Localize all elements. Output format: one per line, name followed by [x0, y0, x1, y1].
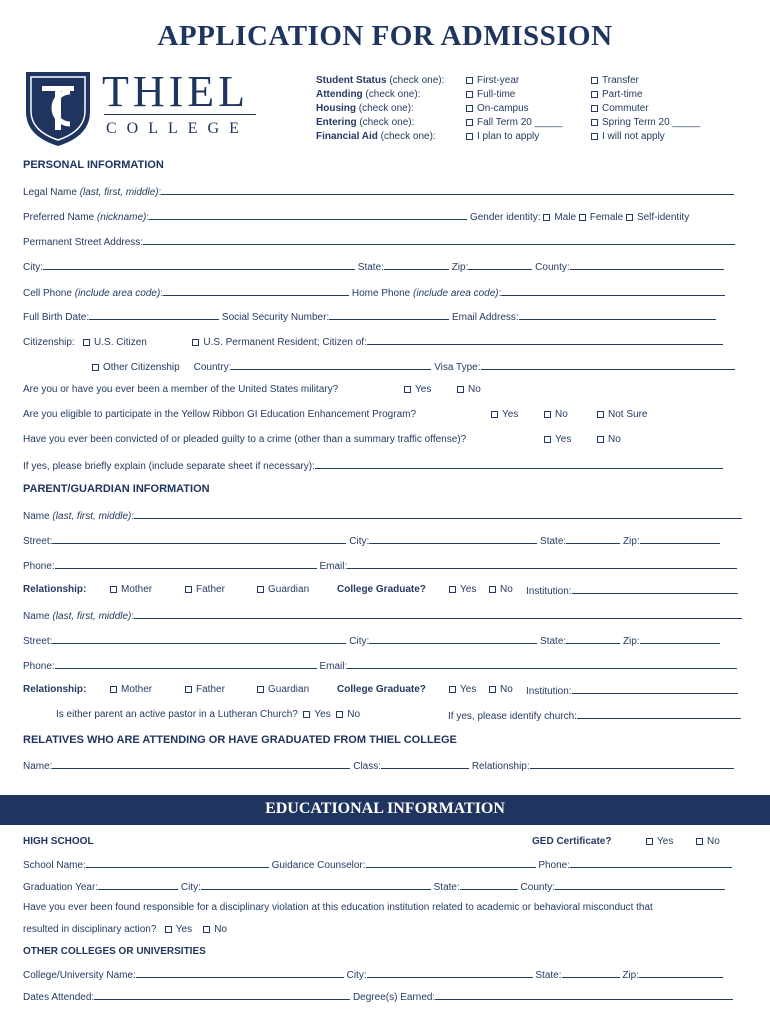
email-field[interactable]: [519, 310, 716, 320]
birth-date-field[interactable]: [89, 310, 219, 320]
pastor-row: Is either parent an active pastor in a Lutheran Church? Yes No If yes, please identify church:: [56, 709, 746, 723]
college-state-field[interactable]: [562, 968, 620, 978]
option-spring-term[interactable]: Spring Term 20 _____: [591, 116, 700, 130]
ribbon-yes-checkbox[interactable]: Yes: [491, 409, 518, 420]
relative-class-field[interactable]: [381, 759, 469, 769]
parent2-name-row: Name (last, first, middle):: [23, 609, 746, 623]
country-field[interactable]: [231, 360, 431, 370]
school-row: School Name: Guidance Counselor: Phone:: [23, 858, 746, 872]
parent2-phone-row: Phone: Email:: [23, 659, 746, 673]
school-county-field[interactable]: [555, 880, 725, 890]
shield-logo-icon: [22, 66, 94, 148]
parent1-name-field[interactable]: [134, 509, 742, 519]
parent1-street-field[interactable]: [52, 534, 346, 544]
parent2-street-row: Street: City: State: Zip:: [23, 634, 746, 648]
military-row: Are you or have you ever been a member of the United States military? Yes No: [23, 384, 481, 395]
dates-row: Dates Attended: Degree(s) Earned:: [23, 990, 746, 1004]
legal-name-field[interactable]: [161, 185, 734, 195]
parent1-relationship-row: Relationship: Mother Father Guardian College Graduate? Yes No Institution:: [23, 584, 746, 598]
ribbon-notsure-checkbox[interactable]: Not Sure: [597, 409, 647, 420]
parent1-grad-yes-checkbox[interactable]: Yes: [449, 584, 476, 595]
pastor-no-checkbox[interactable]: No: [336, 709, 360, 720]
ged-no-checkbox[interactable]: No: [696, 836, 720, 847]
parent1-grad-no-checkbox[interactable]: No: [489, 584, 513, 595]
gender-female-checkbox[interactable]: Female: [579, 212, 623, 223]
gender-self-checkbox[interactable]: Self-identity: [626, 212, 689, 223]
college-name-field[interactable]: [136, 968, 344, 978]
ssn-field[interactable]: [329, 310, 449, 320]
status-options-col2: [591, 74, 700, 144]
parent1-phone-field[interactable]: [55, 559, 317, 569]
citizen-of-field[interactable]: [367, 335, 723, 345]
ged-yes-checkbox[interactable]: Yes: [646, 836, 673, 847]
school-phone-field[interactable]: [570, 858, 732, 868]
option-transfer[interactable]: Transfer: [591, 74, 700, 88]
logo-divider: [104, 114, 256, 115]
birth-row: Full Birth Date: Social Security Number: Email Address:: [23, 310, 746, 324]
pastor-yes-checkbox[interactable]: Yes: [303, 709, 330, 720]
parent2-phone-field[interactable]: [55, 659, 317, 669]
logo-name: THIEL: [102, 67, 250, 116]
option-on-campus[interactable]: On-campus: [466, 102, 562, 116]
high-school-heading: HIGH SCHOOL: [23, 836, 94, 847]
counselor-field[interactable]: [366, 858, 536, 868]
parent2-mother-checkbox[interactable]: Mother: [110, 684, 152, 695]
parent2-institution-field[interactable]: [572, 684, 738, 694]
parent1-name-row: Name (last, first, middle):: [23, 509, 746, 523]
parent-heading: PARENT/GUARDIAN INFORMATION: [23, 483, 210, 495]
preferred-name-field[interactable]: [149, 210, 467, 220]
crime-no-checkbox[interactable]: No: [597, 434, 621, 445]
crime-row: Have you ever been convicted of or pleaded guilty to a crime (other than a summary traffic offense)? Yes No: [23, 434, 621, 445]
street-field[interactable]: [143, 235, 735, 245]
military-no-checkbox[interactable]: No: [457, 384, 481, 395]
parent1-city-field[interactable]: [369, 534, 537, 544]
other-citizenship-checkbox[interactable]: Other Citizenship: [92, 362, 180, 373]
parent1-email-field[interactable]: [347, 559, 737, 569]
parent2-street-field[interactable]: [52, 634, 346, 644]
option-commuter[interactable]: Commuter: [591, 102, 700, 116]
parent2-name-field[interactable]: [134, 609, 742, 619]
school-city-field[interactable]: [201, 880, 431, 890]
page-title: APPLICATION FOR ADMISSION: [157, 20, 613, 52]
college-row: College/University Name: City: State: Zip:: [23, 968, 746, 982]
parent1-zip-field[interactable]: [640, 534, 720, 544]
ribbon-row: Are you eligible to participate in the Yellow Ribbon GI Education Enhancement Program? Yes No Not Sure: [23, 409, 648, 420]
parent1-guardian-checkbox[interactable]: Guardian: [257, 584, 309, 595]
status-labels: Student Status (check one): Attending (check one): Housing (check one): Entering (check one): Financial Aid (check one):: [316, 75, 445, 142]
disciplinary-row1: Have you ever been found responsible for a disciplinary violation at this education institution related to academic or behavioral misconduct that: [23, 902, 653, 913]
citizenship-row: Citizenship: U.S. Citizen U.S. Permanent Resident; Citizen of:: [23, 335, 746, 349]
city-row: City: State: Zip: County:: [23, 260, 746, 274]
graduation-row: Graduation Year: City: State: County:: [23, 880, 746, 894]
parent2-state-field[interactable]: [566, 634, 620, 644]
permanent-resident-checkbox[interactable]: U.S. Permanent Resident; Citizen of:: [192, 337, 366, 348]
parent2-father-checkbox[interactable]: Father: [185, 684, 225, 695]
educational-heading: EDUCATIONAL INFORMATION: [265, 800, 505, 817]
disciplinary-row2: resulted in disciplinary action? Yes No: [23, 924, 227, 935]
option-part-time[interactable]: Part-time: [591, 88, 700, 102]
parent2-zip-field[interactable]: [640, 634, 720, 644]
other-citizenship-row: Other Citizenship Country: Visa Type:: [92, 360, 770, 374]
parent2-email-field[interactable]: [347, 659, 737, 669]
gender-male-checkbox[interactable]: Male: [543, 212, 576, 223]
crime-yes-checkbox[interactable]: Yes: [544, 434, 571, 445]
zip-field[interactable]: [468, 260, 532, 270]
explain-row: If yes, please briefly explain (include separate sheet if necessary):: [23, 459, 746, 473]
church-field[interactable]: [577, 709, 741, 719]
parent1-mother-checkbox[interactable]: Mother: [110, 584, 152, 595]
option-fall-term[interactable]: Fall Term 20 _____: [466, 116, 562, 130]
disciplinary-yes-checkbox[interactable]: Yes: [165, 924, 192, 935]
street-row: Permanent Street Address:: [23, 235, 746, 249]
college-zip-field[interactable]: [639, 968, 723, 978]
graduation-year-field[interactable]: [98, 880, 178, 890]
parent1-state-field[interactable]: [566, 534, 620, 544]
military-yes-checkbox[interactable]: Yes: [404, 384, 431, 395]
dates-attended-field[interactable]: [94, 990, 350, 1000]
parent1-street-row: Street: City: State: Zip:: [23, 534, 746, 548]
legal-name-row: Legal Name (last, first, middle):: [23, 185, 746, 199]
us-citizen-checkbox[interactable]: U.S. Citizen: [83, 337, 147, 348]
home-phone-field[interactable]: [501, 286, 725, 296]
parent1-phone-row: Phone: Email:: [23, 559, 746, 573]
degree-field[interactable]: [435, 990, 733, 1000]
thiel-college-logo: [22, 66, 262, 150]
phone-row: Cell Phone (include area code): Home Phone (include area code):: [23, 286, 746, 300]
parent1-father-checkbox[interactable]: Father: [185, 584, 225, 595]
cell-phone-field[interactable]: [163, 286, 349, 296]
parent2-city-field[interactable]: [369, 634, 537, 644]
option-will-not-apply[interactable]: I will not apply: [591, 130, 700, 144]
option-full-time[interactable]: Full-time: [466, 88, 562, 102]
relatives-row: Name: Class: Relationship:: [23, 759, 746, 773]
county-field[interactable]: [570, 260, 724, 270]
personal-heading: PERSONAL INFORMATION: [23, 159, 164, 171]
relative-relationship-field[interactable]: [530, 759, 734, 769]
ged-label: GED Certificate?: [532, 836, 612, 847]
relative-name-field[interactable]: [52, 759, 350, 769]
option-first-year[interactable]: First-year: [466, 74, 562, 88]
visa-type-field[interactable]: [481, 360, 735, 370]
parent2-grad-yes-checkbox[interactable]: Yes: [449, 684, 476, 695]
parent2-relationship-row: Relationship: Mother Father Guardian College Graduate? Yes No Institution:: [23, 684, 746, 698]
status-options-col1: [466, 74, 562, 144]
option-plan-to-apply[interactable]: I plan to apply: [466, 130, 562, 144]
disciplinary-no-checkbox[interactable]: No: [203, 924, 227, 935]
preferred-name-row: Preferred Name (nickname): Gender identity: Male Female Self-identity: [23, 212, 690, 223]
state-field[interactable]: [384, 260, 449, 270]
city-field[interactable]: [43, 260, 355, 270]
explain-field[interactable]: [315, 459, 723, 469]
ribbon-no-checkbox[interactable]: No: [544, 409, 568, 420]
logo-sub: COLLEGE: [106, 120, 249, 137]
other-colleges-heading: OTHER COLLEGES OR UNIVERSITIES: [23, 946, 206, 957]
parent2-grad-no-checkbox[interactable]: No: [489, 684, 513, 695]
parent2-guardian-checkbox[interactable]: Guardian: [257, 684, 309, 695]
school-name-field[interactable]: [86, 858, 269, 868]
college-city-field[interactable]: [367, 968, 533, 978]
parent1-institution-field[interactable]: [572, 584, 738, 594]
school-state-field[interactable]: [460, 880, 518, 890]
relatives-heading: RELATIVES WHO ARE ATTENDING OR HAVE GRADUATED FROM THIEL COLLEGE: [23, 734, 457, 746]
